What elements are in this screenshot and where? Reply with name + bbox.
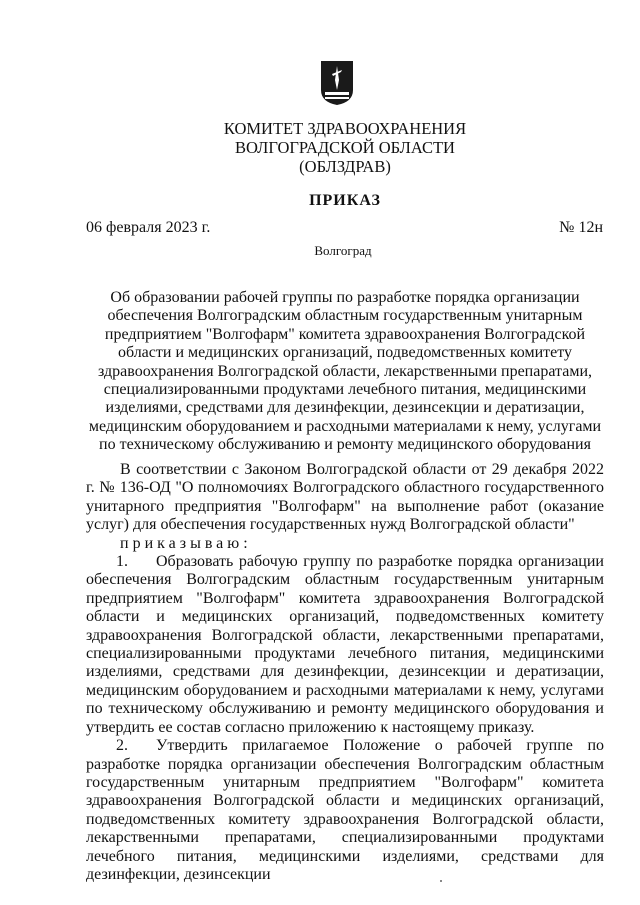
order-item-2 [86,737,604,884]
document-subject: Об образовании рабочей группы по разработке порядка организации обеспечения Волгоградским областным государственным унитарным предприятием "Волгофарм" комитета здравоохранения Волгоградской области и медицинских организаций, подведомственных комитету здравоохранения Волгоградской области, лекарственными препаратами, специализированными продуктами лечебного питания, медицинскими изделиями, средствами для дезинфекции, дезинсекции и дератизации, медицинским оборудованием и расходными материалами к нему, услугами по техническому обслуживанию и ремонту медицинского оборудования [88,289,602,454]
document-city: Волгоград [314,243,372,258]
order-item-text: Образовать рабочую группу по разработке порядка организации обеспечения Волгоградским областным государственным унитарным предприятием "Волгофарм" комитета здравоохранения Волгоградской области и медицинских организаций, подведомственных комитету здравоохранения Волгоградской области, лекарственными препаратами, специализированными продуктами лечебного питания, медицинскими изделиями, средствами для дезинфекции, дезинсекции и дератизации, медицинским оборудованием и расходными материалами к нему, услугами по техническому обслуживанию и ремонту медицинского оборудования и утвердить ее состав согласно приложению к настоящему приказу. [86,553,604,736]
document-type-title: ПРИКАЗ [309,192,381,209]
document-body [86,461,604,884]
preamble-paragraph: В соответствии с Законом Волгоградской области от 29 декабря 2022 г. № 136-ОД "О полномочиях Волгоградского областного государственного унитарного предприятия "Волгофарм" на выполнение работ (оказание услуг) для обеспечения государственных нужд Волгоградской области" [86,461,604,534]
org-name-line1: КОМИТЕТ ЗДРАВООХРАНЕНИЯ [223,119,467,138]
order-item-number: 1. [116,553,128,571]
order-item-1 [86,553,604,737]
document-date: 06 февраля 2023 г. [86,219,211,236]
coat-of-arms-emblem [320,60,354,106]
organization-header [200,119,490,176]
org-name-line2: ВОЛГОГРАДСКОЙ ОБЛАСТИ [235,138,455,157]
scan-dot [440,880,442,882]
org-name-line3: (ОБЛЗДРАВ) [299,157,391,176]
order-item-number: 2. [116,737,128,755]
order-item-text: Утвердить прилагаемое Положение о рабочей группе по разработке порядка организации обеспечения Волгоградским областным государственным унитарным предприятием "Волгофарм" комитета здравоохранения Волгоградской области и медицинских организаций, подведомственных комитету здравоохранения Волгоградской области, лекарственными препаратами, специализированными продуктами лечебного питания, медицинскими изделиями, средствами для дезинфекции, дезинсекции [86,737,604,883]
document-number: № 12н [559,219,603,236]
decree-word: приказываю: [120,534,252,552]
